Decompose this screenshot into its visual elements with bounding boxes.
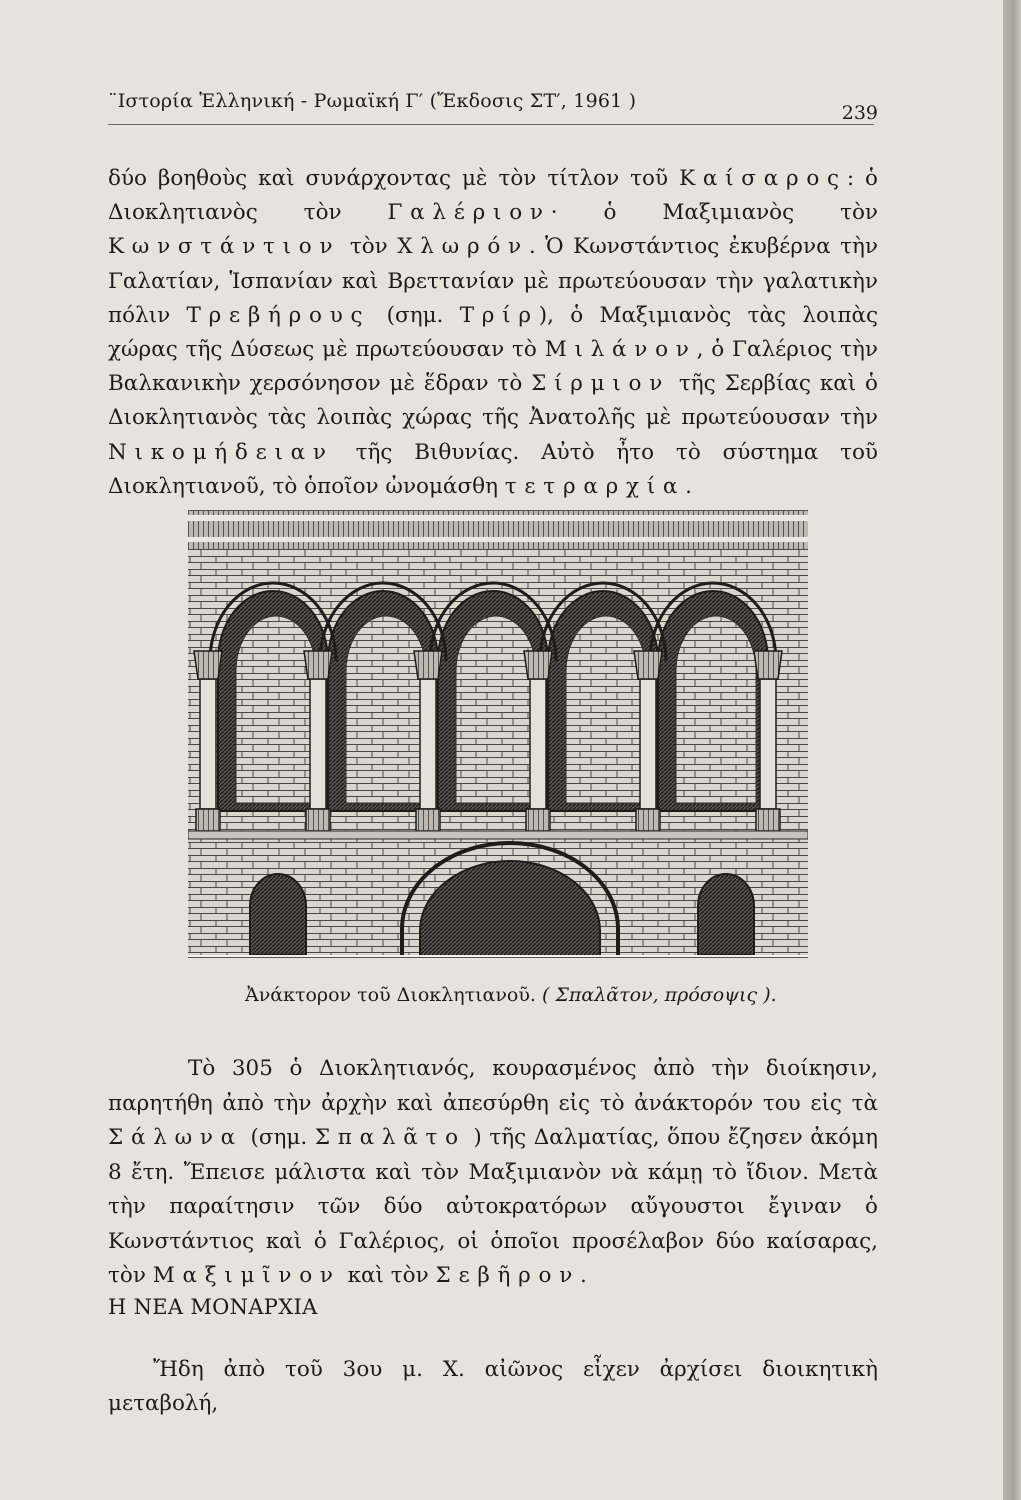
arcade-engraving [188,511,808,955]
spaced-name: Σεβῆρον [435,1263,581,1288]
spaced-name: Τρίρ [459,302,539,328]
paragraph-tetrarchy: δύο βοηθοὺς καὶ συνάρχοντας μὲ τὸν τίτλον τοῦ Καίσαρος: ὁ Διοκλητιανὸς τὸν Γαλέριον· ὁ Μαξιμιανὸς τὸν Κωνστάντιον τὸν Χλωρόν. Ὁ Κωνστάντιος ἐκυβέρνα τὴν Γαλατίαν, Ἱσπανίαν καὶ Βρεττανίαν μὲ πρωτεύουσαν τὴν γαλατικὴν πόλιν Τρεβήρους (σημ. Τρίρ), ὁ Μαξιμιανὸς τὰς λοιπὰς χώρας τῆς Δύσεως μὲ πρωτεύουσαν τὸ Μιλάνον, ὁ Γαλέριος τὴν Βαλκανικὴν χερσόνησον μὲ ἕδραν τὸ Σίρμιον τῆς Σερβίας καὶ ὁ Διοκλητιανὸς τὰς λοιπὰς χώρας τῆς Ἀνατολῆς μὲ πρωτεύουσαν τὴν Νικομήδειαν τῆς Βιθυνίας. Αὐτὸ ἦτο τὸ σύστημα τοῦ Διοκλητιανοῦ, τὸ ὁποῖον ὠνομάσθη τετραρχία. [108,166,879,499]
spaced-name: Γαλέριον [387,200,551,226]
palace-illustration [188,510,808,958]
running-title: ¨Ιστορία Ἑλληνική - Ρωμαϊκή Γ′ (Ἔκδοσις ΣΤ′, 1961 ) [108,90,637,112]
spaced-name: τετραρχία [504,473,686,499]
spaced-name: Σπαλᾶτο [314,1125,466,1150]
page-edge [1003,0,1021,1500]
spaced-name: Μαξιμῖνον [152,1263,341,1288]
page-number: 239 [841,102,878,124]
spaced-name: Σάλωνα [108,1125,243,1150]
section-heading: Η ΝΕΑ ΜΟΝΑΡΧΙΑ [108,1295,318,1319]
spaced-name: Χλωρόν [397,234,529,260]
paragraph-new-monarchy: Ἤδη ἀπὸ τοῦ 3ου μ. Χ. αἰῶνος εἶχεν ἀρχίσει διοικητικὴ μεταβολή, [108,1357,878,1417]
spaced-name: Καίσαρος [679,166,847,191]
figure-caption: Ἀνάκτορον τοῦ Διοκλητιανοῦ. ( Σπαλᾶτον, πρόσοψις ). [245,984,777,1006]
spaced-name: Νικομήδειαν [108,439,334,465]
spaced-name: Κωνστάντιον [108,234,341,260]
page-header [108,90,878,122]
header-rule [108,124,874,125]
spaced-name: Μιλάνον [544,337,697,363]
spaced-name: Σίρμιον [531,371,671,397]
caption-italic: ( Σπαλᾶτον, πρόσοψις ). [542,984,777,1006]
paragraph-abdication: Τὸ 305 ὁ Διοκλητιανός, κουρασμένος ἀπὸ τὴν διοίκησιν, παρητήθη ἀπὸ τὴν ἀρχὴν καὶ ἀπεσύρθη εἰς τὸ ἀνάκτορόν του εἰς τὰ Σάλωνα (σημ. Σπαλᾶτο ) τῆς Δαλματίας, ὅπου ἔζησεν ἀκόμη 8 ἔτη. Ἔπεισε μάλιστα καὶ τὸν Μαξιμιανὸν νὰ κάμῃ τὸ ἴδιον. Μετὰ τὴν παραίτησιν τῶν δύο αὐτοκρατόρων αὔγουστοι ἔγιναν ὁ Κωνστάντιος καὶ ὁ Γαλέριος, οἱ ὁποῖοι προσέλαβον δύο καίσαρας, τὸν Μαξιμῖνον καὶ τὸν Σεβῆρον. [108,1056,879,1288]
spaced-name: Τρεβήρους [186,302,371,328]
